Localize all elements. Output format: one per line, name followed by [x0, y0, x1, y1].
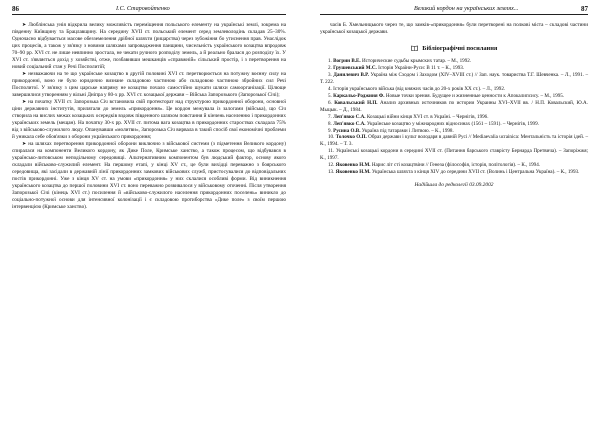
bibliography-entry-number: 11.: [328, 148, 335, 155]
right-running-title: Великий кордон на українських землях...: [414, 5, 519, 12]
bibliography-entry-text: Історія українського війська (від княжих часів до 20-х років XX ст.). – Л., 1992.: [333, 85, 506, 92]
bibliography-heading: Бібліографічні посилання: [422, 45, 498, 52]
bibliography-entry-author: Леп'явко С.А.: [333, 120, 366, 127]
bibliography-entry-author: Вогрин В.Е.: [333, 58, 361, 64]
bibliography-entry: [320, 148, 588, 162]
left-body-text: [12, 22, 286, 211]
bibliography-entry-author: Леп'явко С.А.: [333, 113, 366, 120]
bibliography-entry-number: 2.: [328, 64, 332, 71]
bibliography-entry-number: 7.: [328, 113, 332, 120]
bibliography-entry-number: 4.: [328, 85, 332, 92]
bibliography-entry-text: Анализ архивных источников по истории Украины XVI–XVII вв. / Н.П. Ковальский, Ю.А. Мыцык. – Д., 1984.: [320, 99, 589, 113]
bibliography-entry: [320, 65, 588, 72]
bibliography-entry-text: Образ держави і культ володаря в давній Русі // Mediaevalia ucrainica: Ментальність та історія ідей. – К., 1994. – Т. 3.: [320, 134, 589, 148]
bibliography-list: [320, 58, 588, 176]
bibliography-entry: [320, 134, 588, 148]
bibliography-entry-author: Ковальський Н.П.: [334, 99, 378, 106]
right-page-number: 87: [581, 5, 588, 13]
bibliography-entry-text: Новые точки зрения. Будущее и жизненные ценности к Апокалипсису. – М., 1995.: [385, 92, 565, 99]
bibliography-entry: [320, 169, 588, 176]
bibliography-entry-author: Яковенко Н.М.: [335, 169, 371, 176]
bibliography-entry-text: Українське козацтво у міжнародних відносинах (1561 – 1591). – Чернігів, 1999.: [366, 120, 539, 127]
book-icon: [411, 45, 418, 51]
bibliography-entry-text: Українські козацькі кордони в середині XVII ст. (Питання барського ставрісту Бернарда Претвича). – Запоріжжя; К., 1997.: [320, 148, 588, 162]
bibliography-entry-text: Исторические судьбы крымских татар. – М., 1992.: [361, 58, 472, 64]
bibliography-entry-author: Каркальо-Роджиня Ф.: [333, 92, 385, 99]
bibliography-entry-text: Україна під татарами і Литвою. – К., 1998.: [361, 127, 454, 134]
bibliography-entry: [320, 93, 588, 100]
bibliography-entry-number: 8.: [328, 120, 332, 127]
bibliography-entry-author: Яковенко Н.М.: [335, 162, 371, 169]
page-gutter: [300, 0, 310, 425]
bibliography-entry: [320, 86, 588, 93]
bibliography-entry-text: Козацькі війни кінця XVI ст. в Україні. – Чернігів, 1996.: [366, 113, 489, 120]
bibliography-entry-author: Толочко О.П.: [335, 134, 367, 141]
bibliography-entry: [320, 114, 588, 121]
bibliography-entry-author: Русина О.В.: [333, 127, 361, 134]
left-running-head: [12, 5, 286, 15]
left-paragraph: ➤ незважаючи на те що українське козацтво в другій половині XVI ст. перетворюється на потужну воєнну силу на прикордонні, воно не було юридично визнане складовою частиною або складовою частиною збройних сил Речі Посполитої. У зв'язку з цим царське напряму не козацтво почало самостійно шукати шляхи самоорганізації. Цілюще завершилися утворенням у вільні Дніпра у 80-х рр. XVI ст. козацької держави – Війська Запорозького (Запорозької Січі);: [12, 71, 286, 98]
bibliography-heading-row: [320, 45, 588, 52]
bibliography-entry-text: Нарис літ сті козацтвіни // Генеза (філософія, історія, політологія). – К., 1994.: [371, 162, 541, 169]
right-body-text: [320, 22, 588, 189]
bibliography-entry: [320, 121, 588, 128]
right-running-head: [320, 5, 588, 15]
bibliography-entry-author: Данилевич В.Р.: [333, 71, 369, 78]
left-running-title: І.С. Старовойтенко: [116, 5, 170, 12]
bibliography-entry-number: 12.: [328, 162, 335, 169]
left-paragraph: ➤ на шляхах перетворення прикордонної оборони виключно з військової системи (з підметення Великого кордону) спиралася на компоненти Великого кордону, як Дике Поле, Кримське ханство, а також процесом, що відбувався в українсько-литовськом неподільному середовищі. Альтернативним компонентом був людський фактор, основу якого складали військово-служилий елемент. На першому етапі, у кінці XV ст., це були вихідці переважно з боярського середовища, які засідали в державній лінії прикордонних замкових військових служб, пристосувалися до відповідальних постів прикордонні. Уже з кінця XV ст. на умови «прикордоння» у них склалися особливі форми. Від виникнення українського козацтва до першої половини XVI ст. воно переважно розвивалося у військовому оточенні. Після утворення Запорозької Січі (кінець XVI ст.) посилення й «військово-служилого населення прикордонних поселень» виникло до соціально-потужної основи для інтенсивної колонізації і є складовою протиборства «Дике поле» з своїм першою інтервенцією (Кримське ханство).: [12, 141, 286, 210]
received-note: Надійшла до редколегії 03.09.2002: [414, 182, 494, 189]
bibliography-entry-text: Україна між Сходом і Заходом (XIV–XVIII ст.) // Зап. наук. товариства Т.Г. Шевченка. – Л., 1991. – Т. 222.: [320, 71, 588, 85]
bibliography-entry-number: 9.: [328, 127, 332, 134]
left-page-number: 86: [12, 5, 19, 13]
bibliography-entry-number: 10.: [328, 134, 335, 141]
bibliography-entry-text: Українська шляхта з кінця XIV до середини XVII ст. (Волинь і Центральна Україна). – К., 1993.: [371, 169, 580, 176]
bibliography-entry-author: Грушевський М.С.: [333, 64, 377, 71]
left-paragraph: ➤ на початку XVII ст. Запорозька Січ встановила свій протекторат над структурою прикордонної оборони, основної ціни державних інститутів, прилягали до земель «прикордоння». Це кордон межувала із залогами (війська), що Січ створила на вислих межах козацьких осередків вздовж південного шляхом повстання й кінчень населенню і прикордонних українських земель (мещан). На початку 30-х рр. XVII ст. питома вага козацтва в прикордонних староствах складала 75% від з військово-служилого люду. Опанувавши «молитви», Запорозька Січ вирвала в такий спосіб свої економічні проблеми й уникала себе обов'язки з оборони українського прикордоння;: [12, 99, 286, 140]
right-intro-paragraph: часів Б. Хмельницького через те, що замків-«прикордоння» були перетворені на полкові міста – складові частини української козацької держави.: [320, 22, 588, 35]
bibliography-entry-number: 1.: [328, 58, 332, 64]
bibliography-entry: [320, 100, 588, 114]
bibliography-entry: [320, 58, 588, 65]
bibliography-entry-number: 13.: [328, 169, 335, 176]
left-paragraph: ➤ Люблінська унія відкрила велику можливість переміщення польського елементу на українські землі, зокрема на південну Київщину та Брацлавщину. На середину XVII ст. польський елемент серед землеволодінь складав 25–30%. Одночасно відбувається масове обезземелення дрібної шляхти (рицарства) через зубожіння бо утиснення прав. Унаслідок цих процесів, а також у зв'язку з новими шляхами запровадження панщини, чисельність українського козацтва впродовж 70–90 рр. XVI ст. не лише невпинно зростала, не чекати ручного розподілу земель, а й реально бралася до розподілу їх. У XVI ст. з'являється дохід у хозяйстві, отже, позбавивши мешканців «справжній» сільський простір, і з перетворення на новий соціальний стан у Речі Посполитій;: [12, 22, 286, 70]
bibliography-entry-number: 3.: [328, 71, 332, 78]
bibliography-entry-number: 6.: [328, 99, 332, 106]
right-page: [310, 0, 600, 425]
bibliography-entry-text: Історія України-Руси: В 11 т. – К., 1993.: [378, 64, 465, 71]
bibliography-entry: [320, 72, 588, 86]
bibliography-entry-number: 5.: [328, 92, 332, 99]
